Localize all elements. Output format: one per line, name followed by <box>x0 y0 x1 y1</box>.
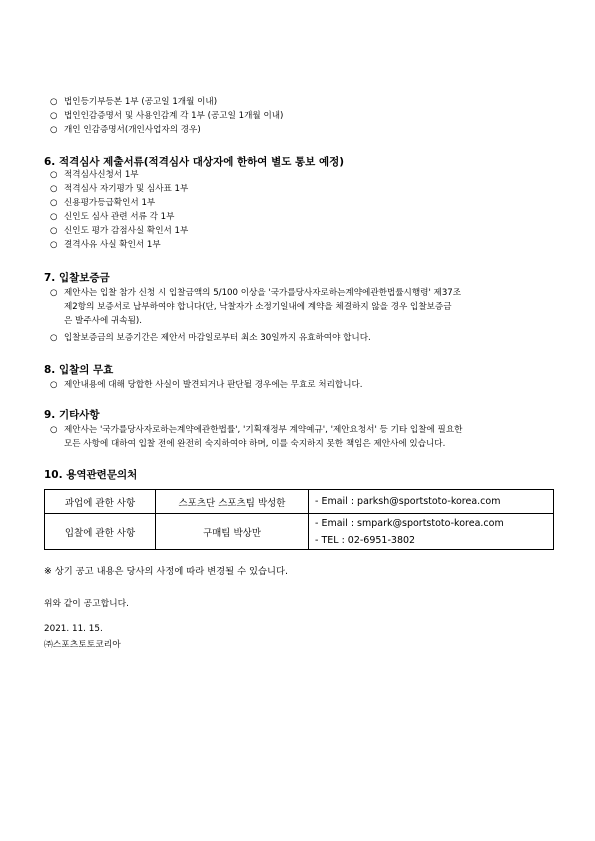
table-row <box>45 490 554 514</box>
company-name: ㈜스포츠토토코리아 <box>44 640 121 650</box>
section-9-heading: 9. 기타사항 <box>44 409 100 421</box>
contact-email: - Email : smpark@sportstoto-korea.com <box>315 517 504 529</box>
list-item: ○ 신인도 심사 관련 서류 각 1부 <box>50 212 175 222</box>
circle-bullet-icon: ○ <box>50 333 58 343</box>
circle-bullet-icon: ○ <box>50 97 58 107</box>
closing-text: 위와 같이 공고합니다. <box>44 599 129 609</box>
list-item-continuation: 제2항의 보증서로 납부하여야 합니다(단, 낙찰자가 소정기일내에 계약을 체결하지 않을 경우 입찰보증금 <box>64 302 452 312</box>
list-item-continuation: 모든 사항에 대하여 입찰 전에 완전히 숙지하여야 하며, 이를 숙지하지 못한 책임은 제안사에 있습니다. <box>64 439 446 449</box>
circle-bullet-icon: ○ <box>50 125 58 135</box>
contact-phone: - TEL : 02-6951-3802 <box>315 534 416 546</box>
list-item: ○ 결격사유 사실 확인서 1부 <box>50 240 161 250</box>
circle-bullet-icon: ○ <box>50 380 58 390</box>
circle-bullet-icon: ○ <box>50 288 58 298</box>
list-item: ○ 신용평가등급확인서 1부 <box>50 198 156 208</box>
circle-bullet-icon: ○ <box>50 184 58 194</box>
contact-table <box>44 489 554 550</box>
list-item: ○ 입찰보증금의 보증기간은 제안서 마감일로부터 최소 30일까지 유효하여야 합니다. <box>50 333 371 343</box>
date-text: 2021. 11. 15. <box>44 624 103 634</box>
section-6-heading: 6. 적격심사 제출서류(적격심사 대상자에 한하여 별도 통보 예정) <box>44 156 345 168</box>
list-item: ○ 제안내용에 대해 당합한 사실이 발견되거나 판단될 경우에는 무효로 처리합니다. <box>50 380 363 390</box>
circle-bullet-icon: ○ <box>50 198 58 208</box>
notice-text: ※ 상기 공고 내용은 당사의 사정에 따라 변경될 수 있습니다. <box>44 566 288 577</box>
table-cell-department: 구매팀 박상만 <box>156 514 309 550</box>
contact-email: - Email : parksh@sportstoto-korea.com <box>315 496 501 507</box>
list-item: ○ 적격심사신청서 1부 <box>50 170 139 180</box>
list-item: ○ 법인인감증명서 및 사용인감계 각 1부 (공고일 1개월 이내) <box>50 111 284 121</box>
circle-bullet-icon: ○ <box>50 212 58 222</box>
list-item: ○ 개인 인감증명서(개인사업자의 경우) <box>50 125 201 135</box>
section-8-heading: 8. 입찰의 무효 <box>44 364 114 376</box>
list-item: ○ 제안사는 '국가를당사자로하는계약에관한법률', '기획재정부 계약예규', '제안요청서' 등 기타 입찰에 필요한 <box>50 425 463 435</box>
table-cell-contact <box>309 490 554 514</box>
circle-bullet-icon: ○ <box>50 226 58 236</box>
section-7-heading: 7. 입찰보증금 <box>44 272 110 284</box>
circle-bullet-icon: ○ <box>50 111 58 121</box>
list-item: ○ 제안사는 입찰 참가 신청 시 입찰금액의 5/100 이상을 '국가를당사자로하는계약에관한법률시행령' 제37조 <box>50 288 462 298</box>
circle-bullet-icon: ○ <box>50 240 58 250</box>
table-cell-category: 입찰에 관한 사항 <box>45 514 156 550</box>
section-10-heading: 10. 용역관련문의처 <box>44 469 138 481</box>
circle-bullet-icon: ○ <box>50 425 58 435</box>
list-item-continuation: 은 발주사에 귀속됨). <box>64 316 142 326</box>
list-item: ○ 법인등기부등본 1부 (공고일 1개월 이내) <box>50 97 218 107</box>
table-cell-category: 과업에 관한 사항 <box>45 490 156 514</box>
circle-bullet-icon: ○ <box>50 170 58 180</box>
table-row <box>45 514 554 550</box>
list-item: ○ 신인도 평가 감점사실 확인서 1부 <box>50 226 189 236</box>
list-item: ○ 적격심사 자기평가 및 심사표 1부 <box>50 184 189 194</box>
table-cell-department: 스포츠단 스포츠팀 박성한 <box>156 490 309 514</box>
table-cell-contact <box>309 514 554 550</box>
